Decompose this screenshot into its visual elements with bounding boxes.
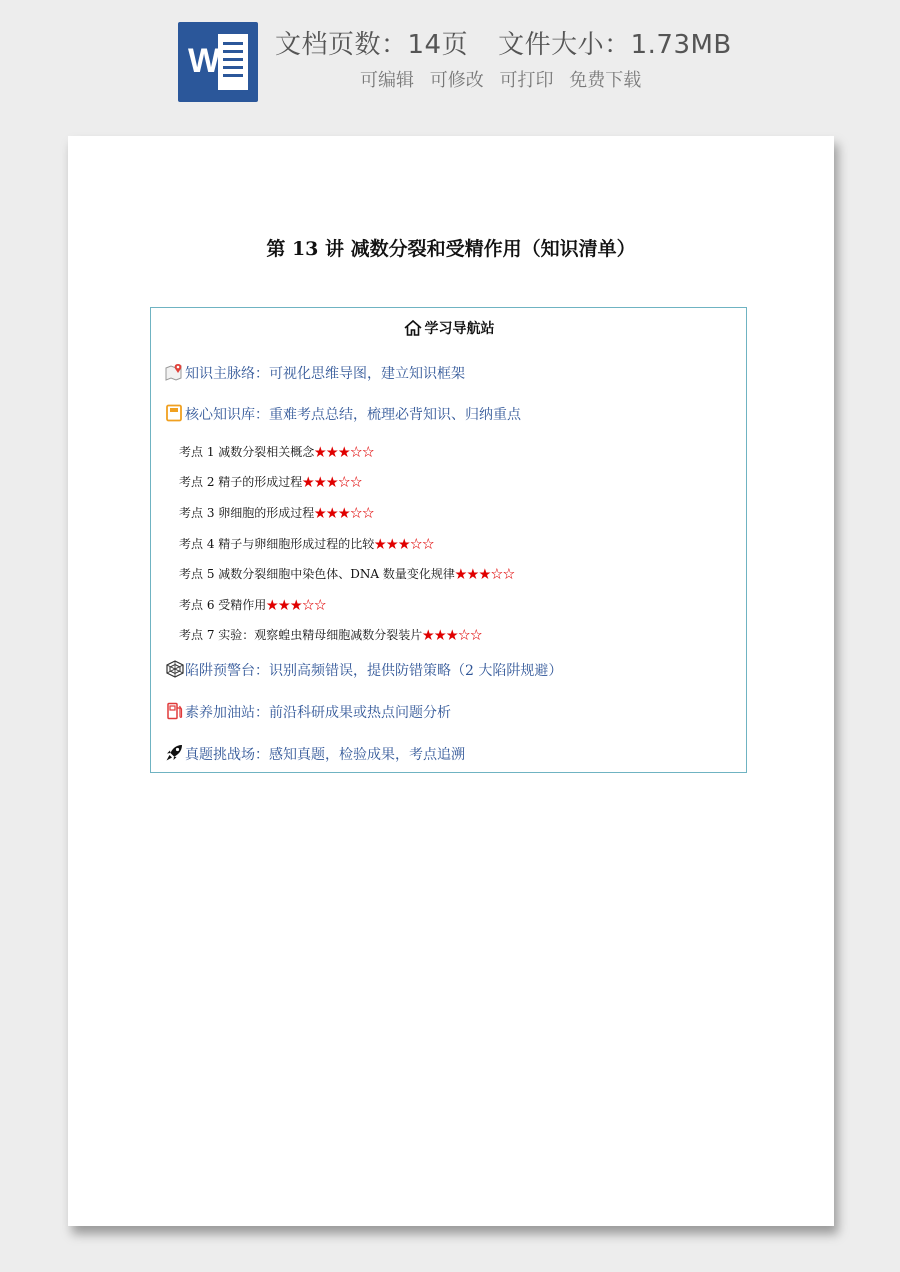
key-point-7-stars: ★★★☆☆ [422,628,483,642]
file-actions [360,66,651,92]
key-point-6-stars: ★★★☆☆ [266,598,327,612]
document-page [68,136,834,1226]
key-point-2-stars: ★★★☆☆ [302,475,363,489]
section-knowledge-map[interactable] [165,363,465,383]
action-modifiable: 可修改 [429,70,484,91]
key-point-1-text: 考点 1 减数分裂相关概念 [179,445,315,459]
key-point-5-text: 考点 5 减数分裂细胞中染色体、DNA 数量变化规律 [179,567,455,581]
key-point-3[interactable] [179,504,374,521]
section-literacy-station[interactable] [165,702,451,722]
download-header [0,0,900,120]
rocket-icon [165,744,185,762]
section-pitfall-warning[interactable] [165,660,562,680]
key-point-1-stars: ★★★☆☆ [314,445,375,459]
home-icon [403,319,423,337]
section-knowledge-map-text: 知识主脉络：可视化思维导图，建立知识框架 [185,366,465,382]
nav-heading [151,318,746,338]
document-title: 第 13 讲 减数分裂和受精作用（知识清单） [266,238,636,260]
section-core-knowledge[interactable] [165,404,521,424]
section-exam-challenge[interactable] [165,744,465,764]
key-point-2[interactable] [179,473,362,490]
key-point-3-text: 考点 3 卵细胞的形成过程 [179,506,315,520]
section-pitfall-warning-text: 陷阱预警台：识别高频错误，提供防错策略（2 大陷阱规避） [185,663,563,679]
file-size: 文件大小：1.73MB [498,30,732,60]
section-exam-challenge-text: 真题挑战场：感知真题，检验成果，考点追溯 [185,747,465,763]
word-letter: W [188,42,221,80]
section-core-knowledge-text: 核心知识库：重难考点总结，梳理必背知识、归纳重点 [185,407,521,423]
nav-heading-text: 学习导航站 [424,321,495,337]
key-point-7[interactable] [179,626,482,643]
key-point-4[interactable] [179,535,434,552]
key-point-3-stars: ★★★☆☆ [314,506,375,520]
fuel-pump-icon [165,702,185,720]
action-editable: 可编辑 [360,70,414,91]
key-point-4-text: 考点 4 精子与卵细胞形成过程的比较 [179,537,375,551]
book-icon [165,404,185,422]
web-icon [165,660,185,678]
key-point-4-stars: ★★★☆☆ [374,537,435,551]
word-document-icon [178,22,258,102]
key-point-1[interactable] [179,443,374,460]
action-printable: 可打印 [499,70,554,91]
section-literacy-station-text: 素养加油站：前沿科研成果或热点问题分析 [185,705,451,721]
key-point-7-text: 考点 7 实验：观察蝗虫精母细胞减数分裂装片 [179,628,423,642]
key-point-6[interactable] [179,596,326,613]
page-count: 文档页数：14页 [275,30,469,60]
map-pin-icon [165,363,185,381]
action-free-download[interactable]: 免费下载 [569,70,642,91]
key-point-5[interactable] [179,565,515,582]
file-info [275,24,732,61]
key-point-2-text: 考点 2 精子的形成过程 [179,475,303,489]
word-page-shape [218,34,248,90]
key-point-6-text: 考点 6 受精作用 [179,598,267,612]
study-navigation-box [150,307,747,773]
key-point-5-stars: ★★★☆☆ [454,567,515,581]
